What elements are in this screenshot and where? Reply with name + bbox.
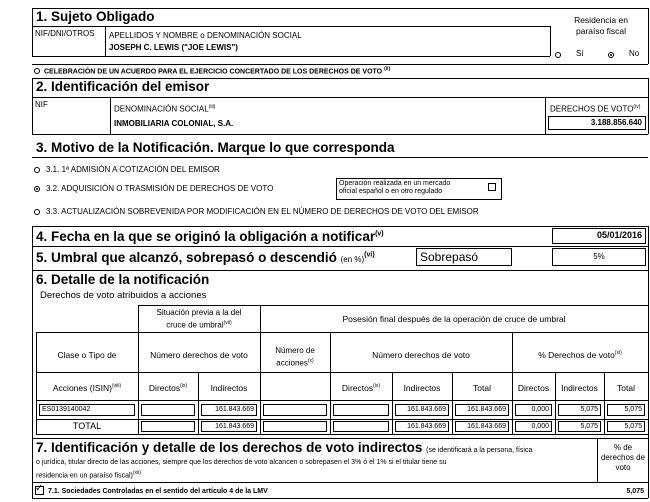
total-fin-total: 161.843.669 (455, 421, 509, 432)
final-num-votes-header: Número derechos de voto (372, 350, 470, 360)
pct-total-header: Total (617, 383, 635, 393)
row-pct-indirectos: 5,075 (558, 404, 601, 416)
residence-si-label: Sí (576, 49, 584, 58)
threshold-value: 5% (593, 252, 605, 261)
section2-title: 2. Identificación del emisor (36, 79, 210, 94)
num-shares-header: Número de acciones$^{(x)}$ (275, 346, 315, 368)
obligation-date: 05/01/2016 (596, 230, 642, 240)
row-prev-directos (141, 404, 195, 416)
total-fin-directos (333, 421, 389, 432)
fin-directos-header: Directos$^{(ix)}$ (341, 383, 381, 393)
class-header-2: Acciones (ISIN)$^{(viii)}$ (52, 383, 122, 393)
reason-3-1-radio[interactable] (34, 167, 40, 173)
total-pct-total: 5,075 (607, 421, 645, 432)
class-header-1: Clase o Tipo de (57, 350, 117, 360)
prev-directos-header: Directos$^{(ix)}$ (148, 383, 188, 393)
reason-3-1-label: 3.1. 1ª ADMISIÓN A COTIZACIÓN DEL EMISOR (46, 165, 220, 174)
section7-pct-header: % de derechos de voto (600, 443, 646, 472)
residence-no-radio[interactable] (608, 52, 614, 58)
total-acciones (263, 421, 327, 432)
row-pct-total: 5,075 (607, 404, 645, 416)
threshold-status: Sobrepasó (420, 250, 479, 264)
agreement-text: CELEBRACIÓN DE UN ACUERDO PARA EL EJERCICIO CONCERTADO DE LOS DERECHOS DE VOTO $^{(ii)}$ (44, 66, 391, 76)
market-text: Operación realizada en un mercado oficial español o en otro regulado (339, 180, 451, 195)
total-label: TOTAL (72, 421, 102, 431)
section7-title: 7. Identificación y detalle de los derechos de voto indirectos (se identificará a la persona, física (36, 440, 533, 455)
market-checkbox[interactable] (488, 183, 496, 191)
section7-desc-2: o jurídica, titular directo de las acciones, siempre que los derechos de voto alcancen o sobrepasen el 3% ó el 1% si el titular tiene su (36, 459, 447, 466)
prev-num-votes-header: Número derechos de voto (150, 350, 248, 360)
agreement-radio[interactable] (34, 68, 40, 74)
total-pct-directos: 0,000 (515, 421, 552, 432)
row-fin-total: 161.843.669 (455, 404, 509, 416)
total-prev-indirectos: 161.843.669 (201, 421, 257, 432)
item-7-1-label: 7.1. Sociedades Controladas en el sentido del artículo 4 de la LMV (48, 488, 268, 495)
pct-directos-header: Directos (517, 383, 550, 393)
section5-title: 5. Umbral que alcanzó, sobrepasó o descendió (en %)$^{(vi)}$ (36, 250, 375, 265)
total-fin-indirectos: 161.843.669 (395, 421, 449, 432)
row-fin-directos (333, 404, 389, 416)
voting-rights-value: 3.188.856.640 (590, 118, 642, 127)
prev-indirectos-header: Indirectos (210, 383, 248, 393)
check-icon: ✓ (35, 483, 44, 494)
issuer-denom-value: INMOBILIARIA COLONIAL, S.A. (114, 119, 234, 128)
name-value: JOSEPH C. LEWIS ("JOE LEWIS") (109, 43, 238, 52)
issuer-nif-label: NIF (35, 100, 48, 109)
pct-indirectos-header: Indirectos (561, 383, 598, 393)
voting-rights-label: DERECHOS DE VOTO$^{(iv)}$ (550, 104, 641, 114)
section6-subtitle: Derechos de voto atribuidos a acciones (40, 290, 207, 301)
total-prev-directos (141, 421, 195, 432)
section3-title: 3. Motivo de la Notificación. Marque lo que corresponda (36, 140, 395, 155)
row-prev-indirectos: 161.843.669 (201, 404, 257, 416)
fin-indirectos-header: Indirectos (403, 383, 441, 393)
total-pct-indirectos: 5,075 (558, 421, 601, 432)
reason-3-3-label: 3.3. ACTUALIZACIÓN SOBREVENIDA POR MODIFICACIÓN EN EL NÚMERO DE DERECHOS DE VOTO DEL EMISOR (46, 207, 479, 216)
section4-title: 4. Fecha en la que se originó la obligación a notificar$^{(v)}$ (36, 229, 384, 244)
residence-no-label: No (629, 49, 640, 58)
row-acciones (263, 404, 327, 416)
row-isin: ES0139140042 (39, 404, 135, 416)
row-fin-indirectos: 161.843.669 (395, 404, 449, 416)
issuer-denom-label: DENOMINACIÓN SOCIAL$^{(iii)}$ (114, 104, 216, 114)
residence-si-radio[interactable] (555, 52, 561, 58)
pct-votes-header: % Derechos de voto$^{(xi)}$ (538, 350, 622, 360)
section1-title: 1. Sujeto Obligado (36, 9, 155, 24)
row-pct-directos: 0,000 (515, 404, 552, 416)
final-position-header: Posesión final después de la operación de cruce de umbral (342, 314, 566, 324)
section6-title: 6. Detalle de la notificación (36, 272, 210, 287)
residence-label: Residencia en paraíso fiscal (574, 15, 628, 36)
reason-3-2-label: 3.2. ADQUISICIÓN O TRASMISIÓN DE DERECHOS DE VOTO (46, 184, 274, 193)
nif-dni-label: NIF/DNI/OTROS (35, 29, 95, 38)
reason-3-3-radio[interactable] (34, 209, 40, 215)
prev-situation-header: Situación previa a la del cruce de umbral$^{(vii)}$ (156, 308, 242, 330)
fin-total-header: Total (473, 383, 491, 393)
reason-3-2-radio[interactable] (34, 186, 40, 192)
item-7-1-value: 5,075 (626, 488, 644, 495)
section7-desc-3: residencia en un paraíso fiscal)$^{(xii)}$ (36, 470, 141, 480)
name-label: APELLIDOS Y NOMBRE o DENOMINACIÓN SOCIAL (109, 31, 302, 40)
